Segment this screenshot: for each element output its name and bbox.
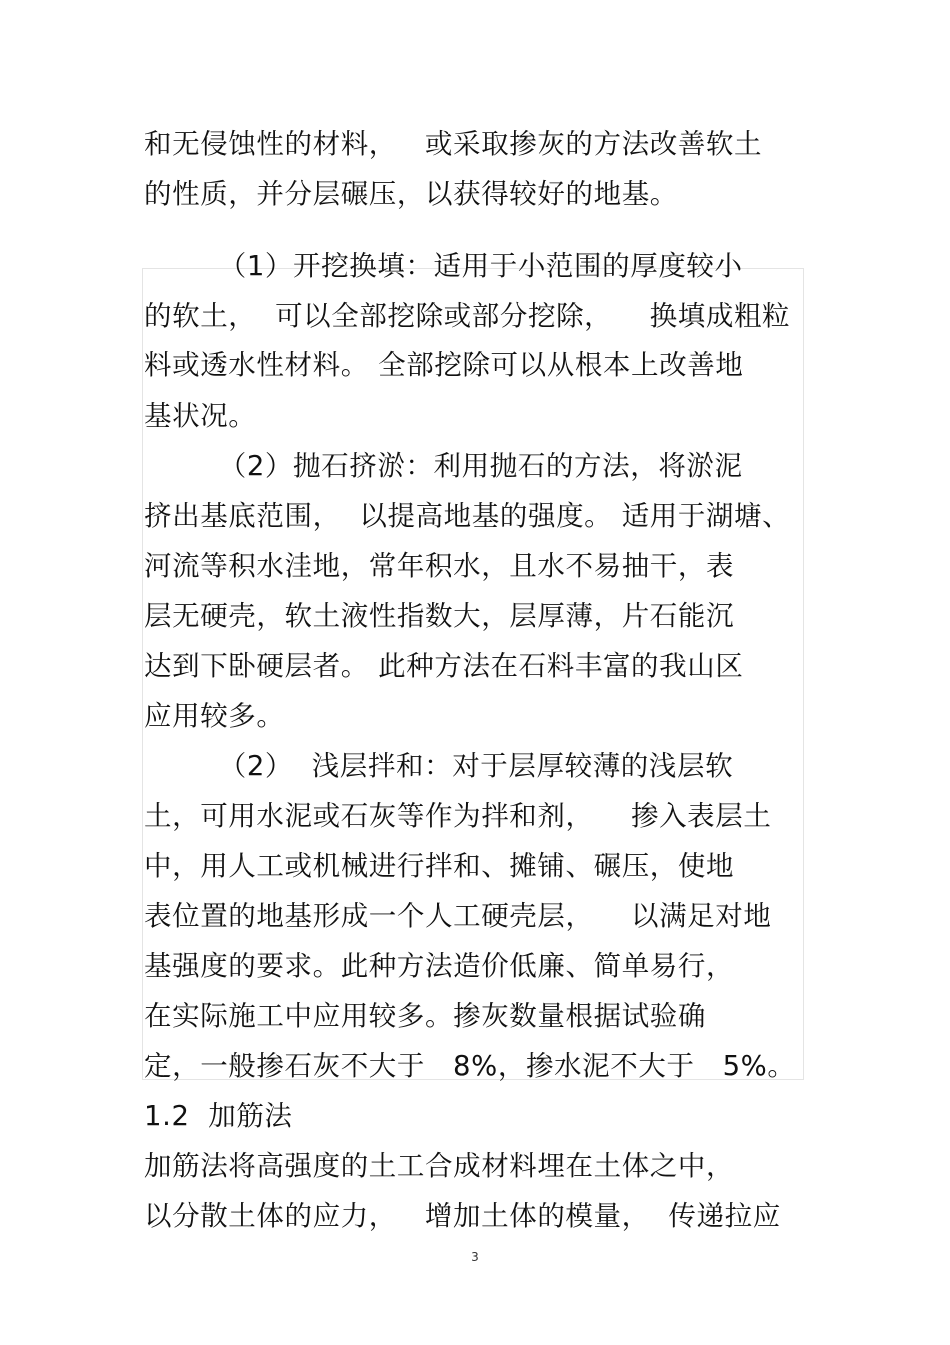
paragraph-line: 定，一般掺石灰不大于 8%，掺水泥不大于 5%。 bbox=[144, 1050, 796, 1082]
paragraph-line: 料或透水性材料。 全部挖除可以从根本上改善地 bbox=[144, 349, 744, 381]
paragraph-line: 层无硬壳，软土液性指数大，层厚薄，片石能沉 bbox=[144, 600, 735, 632]
paragraph-line: 的软土， 可以全部挖除或部分挖除， 换填成粗粒 bbox=[144, 300, 791, 332]
paragraph-line: 土，可用水泥或石灰等作为拌和剂， 掺入表层土 bbox=[144, 800, 772, 832]
paragraph-line: 的性质，并分层碾压，以获得较好的地基。 bbox=[144, 178, 678, 210]
paragraph-line: 和无侵蚀性的材料， 或采取掺灰的方法改善软土 bbox=[144, 128, 763, 160]
paragraph-line: 在实际施工中应用较多。掺灰数量根据试验确 bbox=[144, 1000, 706, 1032]
page-number: 3 bbox=[471, 1250, 479, 1264]
paragraph-line: 加筋法将高强度的土工合成材料埋在土体之中， bbox=[144, 1150, 735, 1182]
paragraph-line: 表位置的地基形成一个人工硬壳层， 以满足对地 bbox=[144, 900, 772, 932]
paragraph-line: 中，用人工或机械进行拌和、摊铺、碾压，使地 bbox=[144, 850, 735, 882]
paragraph-line: 以分散土体的应力， 增加土体的模量， 传递拉应 bbox=[144, 1200, 781, 1232]
paragraph-line: （1）开挖换填：适用于小范围的厚度较小 bbox=[144, 250, 743, 282]
paragraph-line: （2）抛石挤淤：利用抛石的方法，将淤泥 bbox=[144, 450, 743, 482]
paragraph-line: 河流等积水洼地，常年积水，且水不易抽干，表 bbox=[144, 550, 735, 582]
paragraph-line: （2） 浅层拌和：对于层厚较薄的浅层软 bbox=[144, 750, 734, 782]
paragraph-line: 基强度的要求。此种方法造价低廉、简单易行， bbox=[144, 950, 735, 982]
paragraph-line: 基状况。 bbox=[144, 400, 257, 432]
paragraph-line: 达到下卧硬层者。 此种方法在石料丰富的我山区 bbox=[144, 650, 744, 682]
paragraph-line: 挤出基底范围， 以提高地基的强度。 适用于湖塘、 bbox=[144, 500, 791, 532]
paragraph-line: 应用较多。 bbox=[144, 700, 285, 732]
section-heading: 1.2 加筋法 bbox=[144, 1100, 293, 1132]
